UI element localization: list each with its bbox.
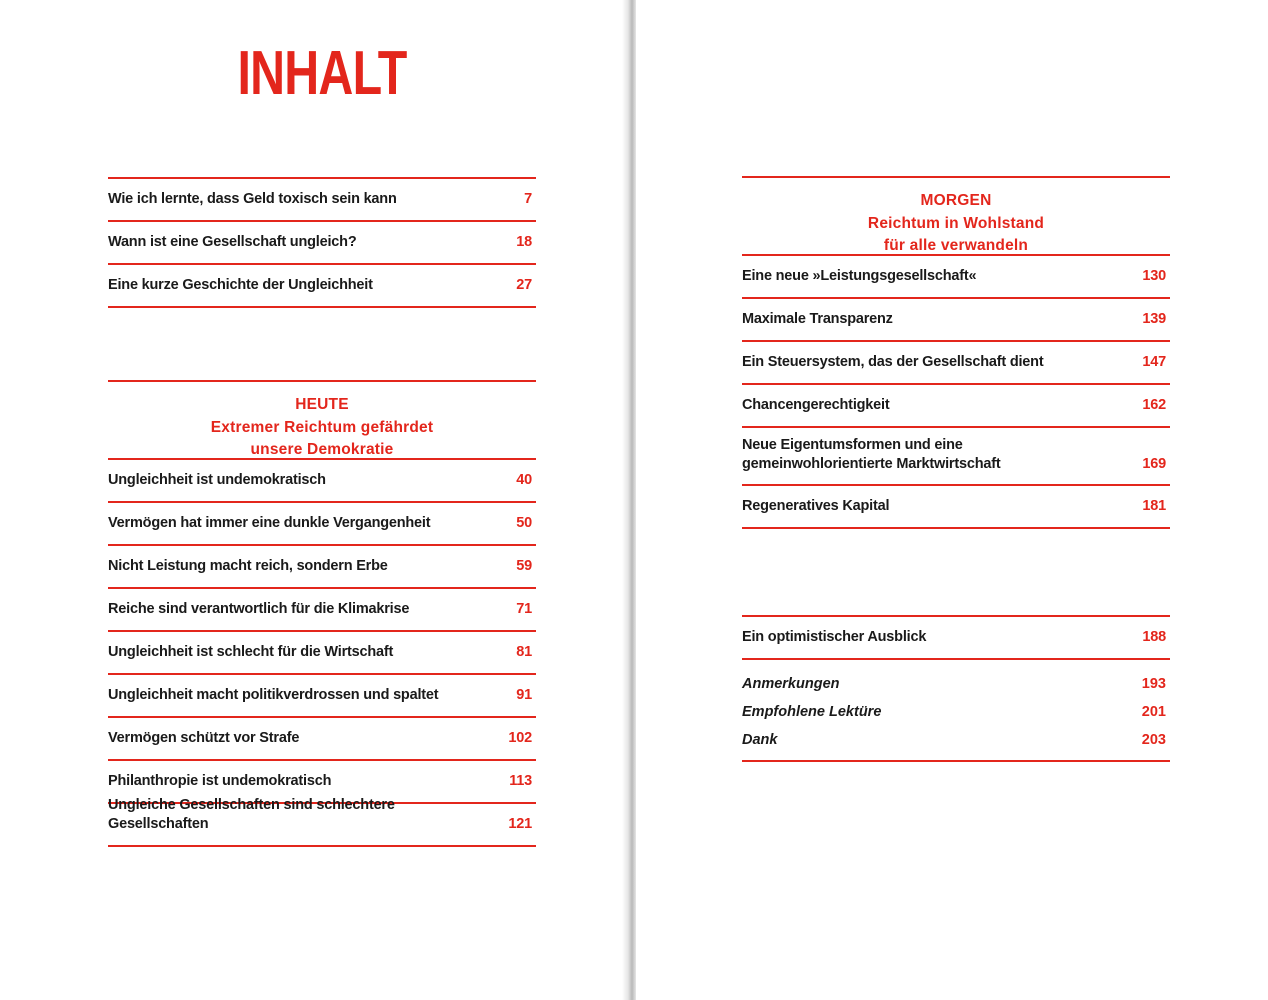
toc-entry[interactable] bbox=[108, 503, 536, 546]
entry-label: Regeneratives Kapital bbox=[742, 498, 890, 514]
entry-page: 130 bbox=[1142, 268, 1166, 284]
toc-entry[interactable] bbox=[742, 486, 1170, 529]
toc-entry[interactable] bbox=[742, 256, 1170, 299]
section-heading-morgen bbox=[742, 178, 1170, 256]
entry-label: Nicht Leistung macht reich, sondern Erbe bbox=[108, 558, 388, 574]
entry-page: 102 bbox=[508, 730, 532, 746]
section-subtitle: für alle verwandeln bbox=[883, 237, 1029, 254]
entry-label: Eine kurze Geschichte der Ungleichheit bbox=[108, 277, 373, 293]
entry-label: Vermögen schützt vor Strafe bbox=[108, 730, 300, 746]
rule bbox=[742, 760, 1170, 762]
entry-page: 40 bbox=[516, 472, 532, 488]
intro-block bbox=[108, 177, 536, 308]
toc-entry[interactable] bbox=[108, 632, 536, 675]
section-subtitle: Extremer Reichtum gefährdet bbox=[210, 418, 434, 436]
entry-label bbox=[742, 436, 1132, 484]
outro-block bbox=[742, 615, 1170, 762]
entry-label: Vermögen hat immer eine dunkle Vergangenheit bbox=[108, 515, 431, 531]
toc-entry[interactable] bbox=[742, 342, 1170, 385]
entry-label: Maximale Transparenz bbox=[742, 311, 893, 327]
entry-label: Ungleiche Gesellschaften sind schlechtere Gesellschaften bbox=[108, 797, 395, 832]
entry-label: Ein Steuersystem, das der Gesellschaft dient bbox=[742, 354, 1044, 370]
entry-label: Ein optimistischer Ausblick bbox=[742, 629, 927, 645]
entry-page: 71 bbox=[516, 601, 532, 617]
section-title: MORGEN bbox=[920, 192, 992, 209]
entry-page: 139 bbox=[1142, 311, 1166, 327]
toc-entry[interactable] bbox=[108, 718, 536, 761]
entry-page: 169 bbox=[1142, 456, 1166, 472]
entry-label-line: Neue Eigentumsformen und eine bbox=[742, 437, 963, 453]
section-title: HEUTE bbox=[295, 396, 349, 413]
entry-label-line: gemeinwohlorientierte Marktwirtschaft bbox=[742, 456, 1001, 472]
morgen-block bbox=[742, 176, 1170, 529]
entry-label: Wann ist eine Gesellschaft ungleich? bbox=[108, 234, 357, 250]
entry-page: 188 bbox=[1142, 629, 1166, 645]
entry-page: 203 bbox=[1141, 732, 1166, 748]
spacer bbox=[742, 660, 1170, 670]
toc-title: INHALT bbox=[237, 39, 407, 108]
section-heading-heute bbox=[108, 382, 536, 460]
toc-entry[interactable] bbox=[108, 265, 536, 308]
entry-page: 121 bbox=[508, 816, 532, 832]
entry-page: 147 bbox=[1142, 354, 1166, 370]
entry-label: Ungleichheit ist undemokratisch bbox=[108, 472, 326, 488]
entry-page: 181 bbox=[1142, 498, 1166, 514]
entry-label: Reiche sind verantwortlich für die Klimakrise bbox=[108, 601, 410, 617]
toc-entry[interactable] bbox=[742, 428, 1170, 486]
entry-label: Ungleichheit macht politikverdrossen und spaltet bbox=[108, 687, 439, 703]
toc-entry[interactable] bbox=[742, 299, 1170, 342]
toc-entry[interactable] bbox=[742, 385, 1170, 428]
appendix-entry[interactable] bbox=[742, 698, 1170, 726]
entry-label: Eine neue »Leistungsgesellschaft« bbox=[742, 268, 977, 284]
section-subtitle: unsere Demokratie bbox=[250, 441, 394, 458]
entry-label: Wie ich lernte, dass Geld toxisch sein kann bbox=[108, 191, 397, 207]
entry-page: 201 bbox=[1141, 704, 1166, 720]
entry-page: 27 bbox=[516, 277, 532, 293]
toc-entry[interactable] bbox=[742, 617, 1170, 660]
entry-page: 113 bbox=[509, 773, 532, 789]
entry-page: 162 bbox=[1142, 397, 1166, 413]
toc-entry[interactable] bbox=[108, 546, 536, 589]
toc-entry[interactable] bbox=[108, 222, 536, 265]
entry-label: Ungleichheit ist schlecht für die Wirtschaft bbox=[108, 644, 394, 660]
appendix-entry[interactable] bbox=[742, 670, 1170, 698]
entry-page: 59 bbox=[516, 558, 532, 574]
heute-block bbox=[108, 380, 536, 847]
entry-page: 91 bbox=[516, 687, 532, 703]
entry-page: 193 bbox=[1141, 676, 1166, 692]
section-subtitle: Reichtum in Wohlstand bbox=[867, 214, 1045, 232]
entry-page: 7 bbox=[524, 191, 532, 207]
entry-label: Empfohlene Lektüre bbox=[742, 704, 882, 720]
entry-label: Philanthropie ist undemokratisch bbox=[108, 773, 332, 789]
right-page bbox=[636, 0, 1268, 1000]
entry-label: Dank bbox=[742, 732, 778, 748]
entry-page: 18 bbox=[516, 234, 532, 250]
entry-page: 81 bbox=[516, 644, 532, 660]
entry-label: Anmerkungen bbox=[742, 676, 840, 692]
toc-entry[interactable] bbox=[108, 460, 536, 503]
entry-label: Chancengerechtigkeit bbox=[742, 397, 890, 413]
toc-entry[interactable] bbox=[108, 797, 536, 847]
toc-entry[interactable] bbox=[108, 179, 536, 222]
toc-entry[interactable] bbox=[108, 675, 536, 718]
entry-page: 50 bbox=[516, 515, 532, 531]
toc-entry[interactable] bbox=[108, 589, 536, 632]
appendix-entry[interactable] bbox=[742, 726, 1170, 754]
left-page bbox=[0, 0, 628, 1000]
